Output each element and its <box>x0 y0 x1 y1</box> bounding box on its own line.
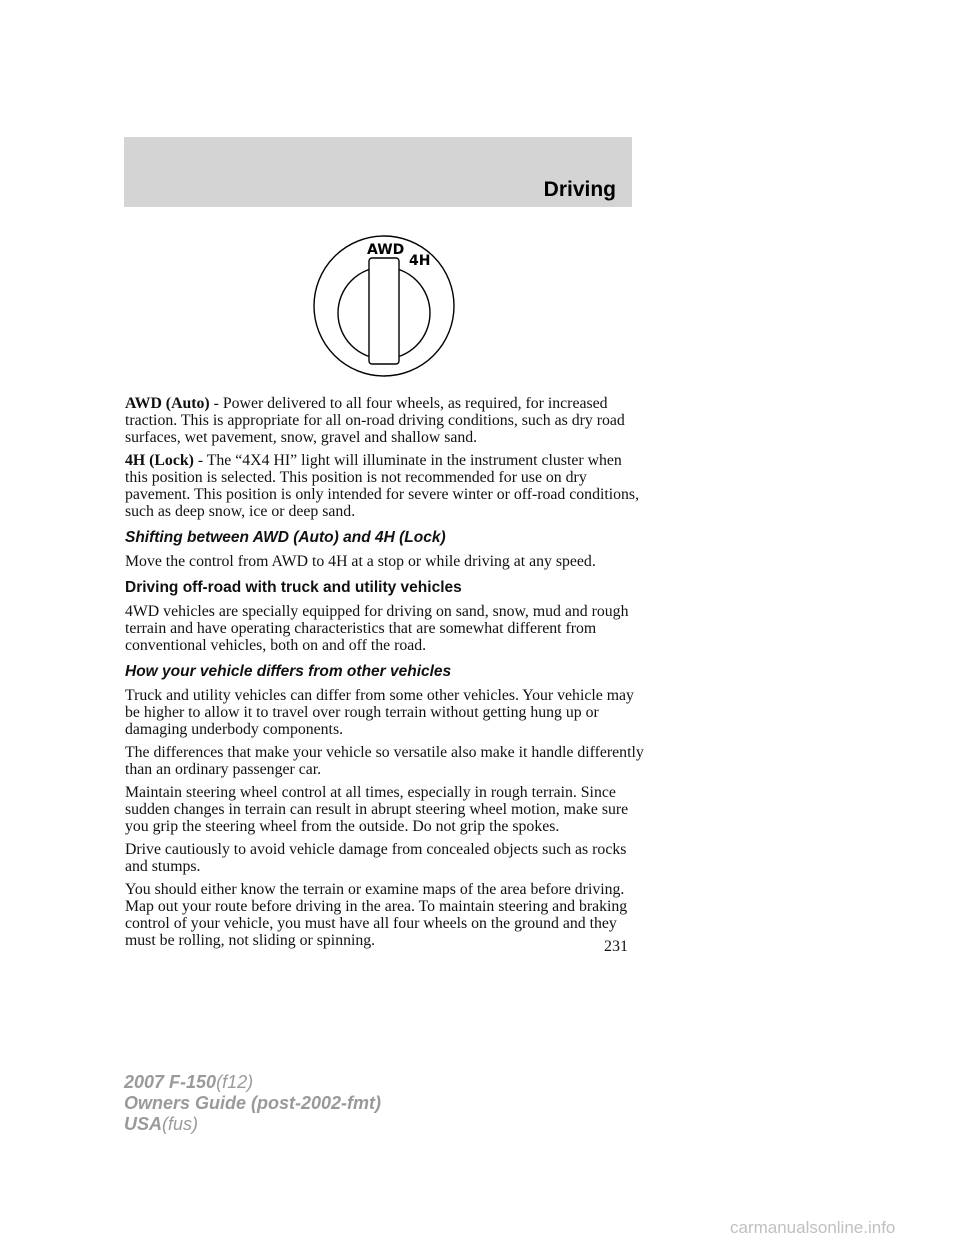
awd-4h-control-knob-illustration <box>310 232 458 378</box>
section-title: Driving <box>543 178 616 201</box>
paragraph-4wd-vehicles: 4WD vehicles are specially equipped for driving on sand, snow, mud and rough terrain and have operating characteristics that are somewhat different from conventional vehicles, both on and off the road. <box>125 603 629 654</box>
paragraph-know-terrain: You should either know the terrain or examine maps of the area before driving. Map out your route before driving in the area. To maintain steering and braking control of your vehicle, you must have all four wheels on the ground and they must be rolling, not sliding or spinning. <box>125 881 628 949</box>
footer-model-code: (f12) <box>216 1072 254 1092</box>
paragraph-4h-lock <box>125 452 645 520</box>
term-awd-auto: AWD (Auto) <box>125 395 210 412</box>
term-4h-lock: 4H (Lock) <box>125 452 194 469</box>
footer-line-2: Owners Guide (post-2002-fmt) <box>124 1093 382 1113</box>
page-number: 231 <box>604 938 628 955</box>
paragraph-text: - Power delivered to all four wheels, as required, for increased traction. This is appropriate for all on-road driving conditions, such as dry road surfaces, wet pavement, snow, gravel and shallow sand. <box>125 395 625 446</box>
footer-market-code: (fus) <box>162 1114 199 1134</box>
watermark-text: carmanualsonline.info <box>730 1218 896 1237</box>
paragraph-text: - The “4X4 HI” light will illuminate in the instrument cluster when this position is selected. This position is not recommended for use on dry pavement. This position is only intended for severe winter or off-road conditions, such as deep snow, ice or deep sand. <box>125 452 640 520</box>
footer-line-1 <box>124 1072 381 1093</box>
section-header-band <box>124 137 632 207</box>
paragraph-drive-cautiously: Drive cautiously to avoid vehicle damage from concealed objects such as rocks and stumps. <box>125 841 627 875</box>
body-text <box>125 395 645 949</box>
subheading-vehicle-differs: How your vehicle differs from other vehicles <box>125 663 452 680</box>
heading-driving-off-road: Driving off-road with truck and utility vehicles <box>125 579 462 596</box>
knob-label-4h: 4H <box>409 253 431 269</box>
paragraph-awd-auto <box>125 395 645 446</box>
paragraph-differences: The differences that make your vehicle so versatile also make it handle differently than an ordinary passenger car. <box>125 744 644 778</box>
footer-model: 2007 F-150 <box>124 1072 217 1092</box>
document-footer <box>124 1072 381 1135</box>
paragraph-steering-control: Maintain steering wheel control at all times, especially in rough terrain. Since sudden changes in terrain can result in abrupt steering wheel motion, make sure you grip the steering wheel from the outside. Do not grip the spokes. <box>125 784 629 835</box>
subheading-shifting: Shifting between AWD (Auto) and 4H (Lock) <box>125 529 446 546</box>
paragraph-truck-utility: Truck and utility vehicles can differ from some other vehicles. Your vehicle may be higher to allow it to travel over rough terrain without getting hung up or damaging underbody components. <box>125 687 634 738</box>
knob-label-awd: AWD <box>367 242 405 258</box>
footer-market: USA <box>124 1114 163 1134</box>
control-knob-icon <box>310 232 458 378</box>
paragraph-shifting: Move the control from AWD to 4H at a stop or while driving at any speed. <box>125 553 596 570</box>
footer-line-3 <box>124 1114 381 1135</box>
